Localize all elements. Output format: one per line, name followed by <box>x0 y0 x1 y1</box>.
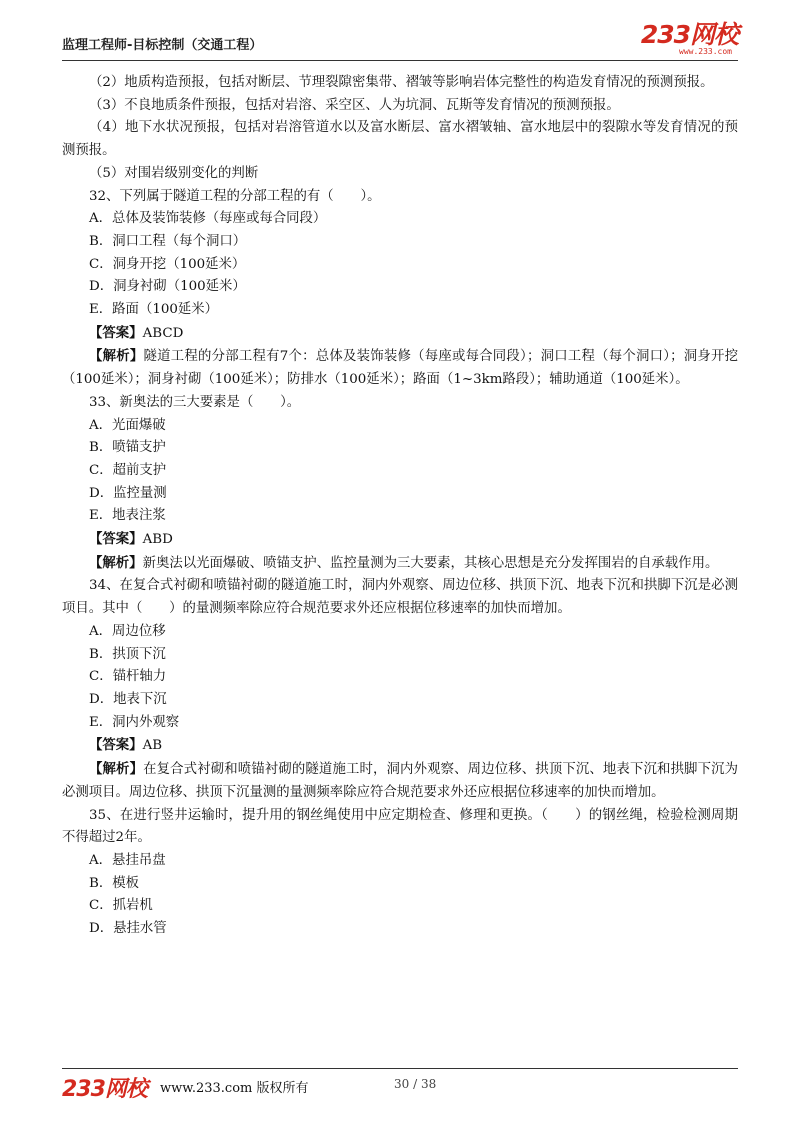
explanation-paragraph <box>62 345 738 391</box>
explanation-paragraph <box>62 552 738 576</box>
paragraph-text: （5）对围岩级别变化的判断 <box>89 165 259 181</box>
answer-option <box>62 231 738 254</box>
paragraph-text: ABCD <box>142 325 184 341</box>
logo-url: www.233.com <box>679 47 732 56</box>
answer-option <box>62 437 738 460</box>
section-tag: 【答案】 <box>89 531 143 548</box>
paragraph-text: 新奥法以光面爆破、喷锚支护、监控量测为三大要素，其核心思想是充分发挥围岩的自承载作用。 <box>142 555 719 571</box>
paragraph-text: B．拱顶下沉 <box>89 646 166 662</box>
answer-option <box>62 873 738 896</box>
page-header <box>62 22 738 58</box>
answer-line <box>62 528 738 552</box>
body-paragraph <box>62 392 738 415</box>
paragraph-text: C．超前支护 <box>89 462 167 478</box>
answer-option <box>62 918 738 941</box>
document-body <box>62 72 738 941</box>
paragraph-text: A．悬挂吊盘 <box>89 852 166 868</box>
paragraph-text: A．总体及装饰装修（每座或每合同段） <box>89 211 327 227</box>
paragraph-text: 35、在进行竖井运输时，提升用的钢丝绳使用中应定期检查、修理和更换。（ ）的钢丝绳，检验检测周期不得超过2年。 <box>62 807 738 846</box>
paragraph-text: E．洞内外观察 <box>89 714 180 730</box>
answer-option <box>62 276 738 299</box>
paragraph-text: C．洞身开挖（100延米） <box>89 256 246 272</box>
answer-option <box>62 208 738 231</box>
paragraph-text: 在复合式衬砌和喷锚衬砌的隧道施工时，洞内外观察、周边位移、拱顶下沉、地表下沉和拱脚下沉为必测项目。周边位移、拱顶下沉量测的量测频率除应符合规范要求外还应根据位移速率的加快而增加。 <box>62 762 739 800</box>
footer-logo: 233网校 <box>62 1077 147 1102</box>
footer-divider <box>62 1068 738 1069</box>
body-paragraph <box>62 117 738 162</box>
answer-option <box>62 850 738 873</box>
section-tag: 【答案】 <box>89 737 143 754</box>
paragraph-text: B．喷锚支护 <box>89 440 166 456</box>
answer-option <box>62 712 738 735</box>
copyright-text: www.233.com 版权所有 <box>160 1081 309 1096</box>
body-paragraph <box>62 575 738 620</box>
paragraph-text: （2）地质构造预报，包括对断层、节理裂隙密集带、褶皱等影响岩体完整性的构造发育情况的预测预报。 <box>89 75 714 90</box>
answer-option <box>62 689 738 712</box>
section-tag: 【解析】 <box>89 554 143 571</box>
logo-text: 233网校 <box>640 20 738 49</box>
paragraph-text: ABD <box>142 532 173 548</box>
paragraph-text: C．锚杆轴力 <box>89 669 167 685</box>
answer-option <box>62 644 738 667</box>
paragraph-text: 32、下列属于隧道工程的分部工程的有（ ）。 <box>89 188 381 204</box>
answer-line <box>62 734 738 758</box>
document-title: 监理工程师-目标控制（交通工程） <box>62 38 263 53</box>
paragraph-text: D．监控量测 <box>89 485 167 501</box>
page-footer <box>62 1072 738 1102</box>
page-number: 30 / 38 <box>394 1077 437 1091</box>
body-paragraph <box>62 163 738 186</box>
explanation-paragraph <box>62 758 738 804</box>
paragraph-text: B．模板 <box>89 875 140 891</box>
body-paragraph <box>62 186 738 209</box>
answer-option <box>62 483 738 506</box>
paragraph-text: AB <box>142 738 163 754</box>
paragraph-text: D．洞身衬砌（100延米） <box>89 279 246 295</box>
answer-option <box>62 254 738 277</box>
paragraph-text: 33、新奥法的三大要素是（ ）。 <box>89 394 301 410</box>
section-tag: 【解析】 <box>89 761 144 778</box>
paragraph-text: （4）地下水状况预报，包括对岩溶管道水以及富水断层、富水褶皱轴、富水地层中的裂隙水等发育情况的预测预报。 <box>62 120 738 159</box>
paragraph-text: 34、在复合式衬砌和喷锚衬砌的隧道施工时，洞内外观察、周边位移、拱顶下沉、地表下沉和拱脚下沉是必测项目。其中（ ）的量测频率除应符合规范要求外还应根据位移速率的加快而增加。 <box>62 578 738 617</box>
answer-option <box>62 621 738 644</box>
paragraph-text: E．路面（100延米） <box>89 302 219 318</box>
answer-option <box>62 299 738 322</box>
paragraph-text: D．地表下沉 <box>89 691 167 707</box>
section-tag: 【答案】 <box>89 324 143 341</box>
section-tag: 【解析】 <box>89 348 144 365</box>
paragraph-text: C．抓岩机 <box>89 898 153 914</box>
header-divider <box>62 60 738 61</box>
paragraph-text: D．悬挂水管 <box>89 921 167 937</box>
paragraph-text: B．洞口工程（每个洞口） <box>89 233 247 249</box>
answer-option <box>62 415 738 438</box>
answer-option <box>62 895 738 918</box>
answer-line <box>62 322 738 346</box>
body-paragraph <box>62 805 738 850</box>
paragraph-text: A．周边位移 <box>89 623 166 639</box>
paragraph-text: （3）不良地质条件预报，包括对岩溶、采空区、人为坑洞、瓦斯等发育情况的预测预报。 <box>89 97 620 113</box>
paragraph-text: 隧道工程的分部工程有7个：总体及装饰装修（每座或每合同段）；洞口工程（每个洞口）；洞身开挖（100延米）；洞身衬砌（100延米）；防排水（100延米）；路面（1~3km路段）；辅助通道（100延米）。 <box>62 349 739 388</box>
answer-option <box>62 460 738 483</box>
body-paragraph <box>62 72 738 95</box>
answer-option <box>62 666 738 689</box>
paragraph-text: E．地表注浆 <box>89 508 166 524</box>
answer-option <box>62 505 738 528</box>
paragraph-text: A．光面爆破 <box>89 417 166 433</box>
brand-logo <box>608 22 738 56</box>
body-paragraph <box>62 95 738 118</box>
